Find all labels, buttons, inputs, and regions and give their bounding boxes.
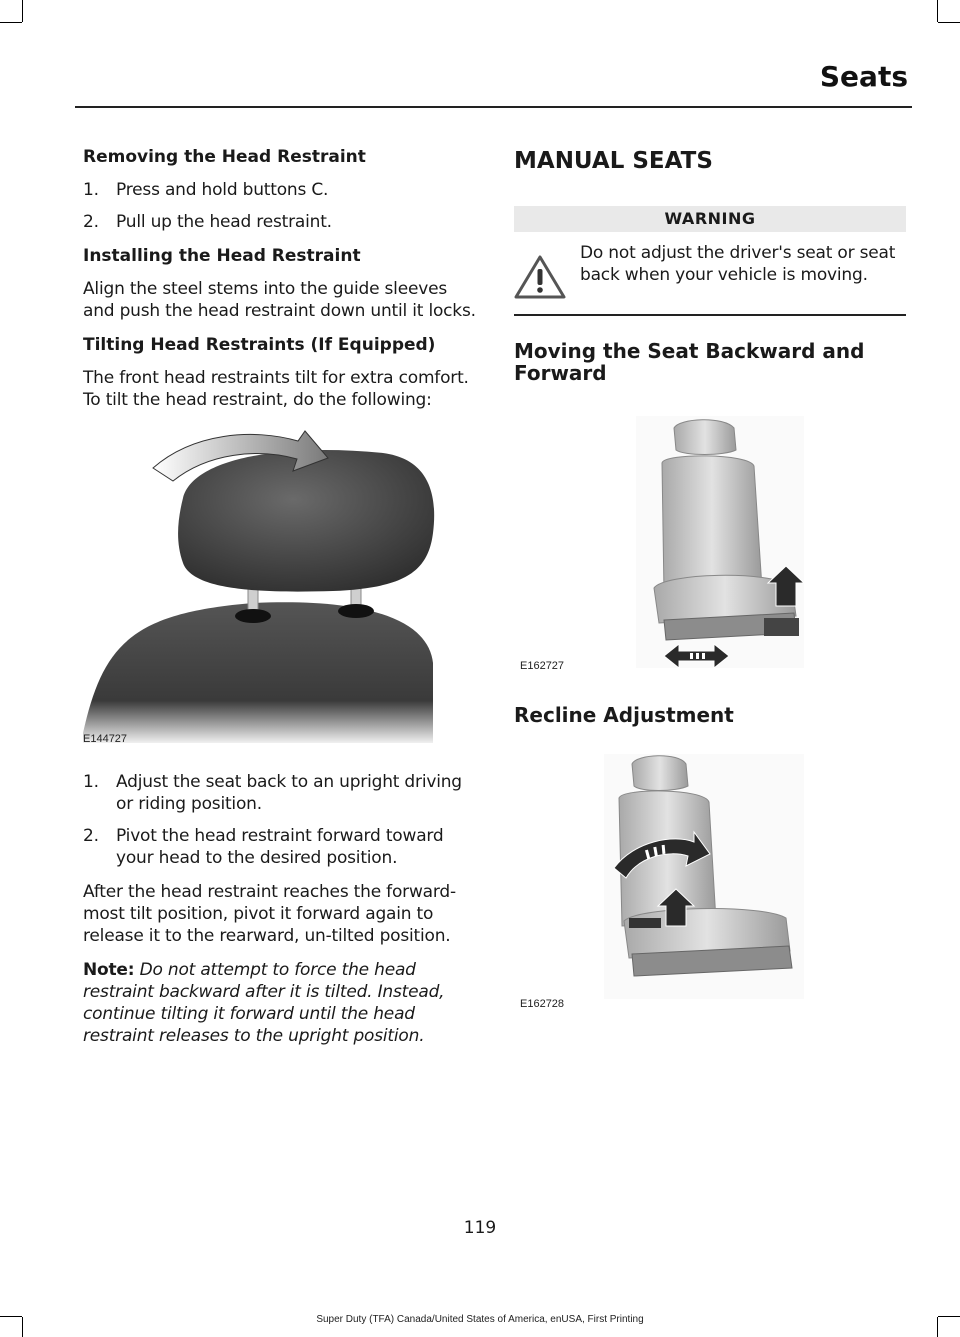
left-column: [83, 146, 476, 1047]
warning-triangle-icon: [514, 254, 566, 300]
installing-text: Align the steel stems into the guide sleeves and push the head restraint down until it locks.: [83, 279, 476, 321]
list-item: 2. Pivot the head restraint forward toward your head to the desired position.: [83, 826, 444, 868]
removing-steps: [83, 179, 476, 233]
seat-fore-aft-figure: [514, 408, 906, 678]
crop-mark: [937, 0, 938, 22]
recline-heading: Recline Adjustment: [514, 703, 734, 727]
seat-fore-aft-illustration: [514, 408, 906, 678]
figure-code: E162728: [520, 998, 565, 1010]
page-number: 119: [463, 1218, 497, 1238]
warning-header: WARNING: [514, 206, 906, 232]
crop-mark: [22, 0, 23, 22]
installing-heading: Installing the Head Restraint: [83, 246, 361, 266]
removing-heading: Removing the Head Restraint: [83, 147, 366, 167]
section-title: MANUAL SEATS: [514, 148, 713, 174]
moving-heading: Moving the Seat Backward and Forward: [514, 339, 865, 385]
head-restraint-illustration: [83, 423, 443, 753]
list-item: 1. Adjust the seat back to an upright driving or riding position.: [83, 772, 462, 814]
head-restraint-figure: [83, 423, 443, 753]
page-header-title: Seats: [819, 60, 908, 93]
figure-code: E162727: [520, 660, 565, 672]
tilting-intro: The front head restraints tilt for extra comfort. To tilt the head restraint, do the following:: [83, 368, 469, 410]
warning-box: [514, 242, 906, 316]
list-item: 1. Press and hold buttons C.: [83, 180, 329, 200]
note-label: Note:: [83, 960, 135, 980]
tilting-heading: Tilting Head Restraints (If Equipped): [83, 335, 436, 355]
note: [83, 959, 476, 1047]
right-column: [514, 146, 906, 1016]
tilt-steps: [83, 771, 476, 869]
header-rule: [75, 106, 912, 108]
note-text: Do not attempt to force the head restraint backward after it is tilted. Instead, continue tilting it forward until the head restraint releases to the upright position.: [83, 960, 445, 1046]
crop-mark: [938, 22, 960, 23]
seat-recline-figure: [514, 746, 906, 1016]
footer-text: Super Duty (TFA) Canada/United States of America, enUSA, First Printing: [316, 1314, 644, 1325]
list-item: 2. Pull up the head restraint.: [83, 212, 332, 232]
warning-text: Do not adjust the driver's seat or seat back when your vehicle is moving.: [580, 243, 896, 285]
crop-mark: [0, 22, 22, 23]
figure-code: E144727: [83, 733, 128, 745]
seat-recline-illustration: [514, 746, 906, 1016]
after-text: After the head restraint reaches the forward-most tilt position, pivot it forward again to release it to the rearward, un-tilted position.: [83, 882, 456, 946]
